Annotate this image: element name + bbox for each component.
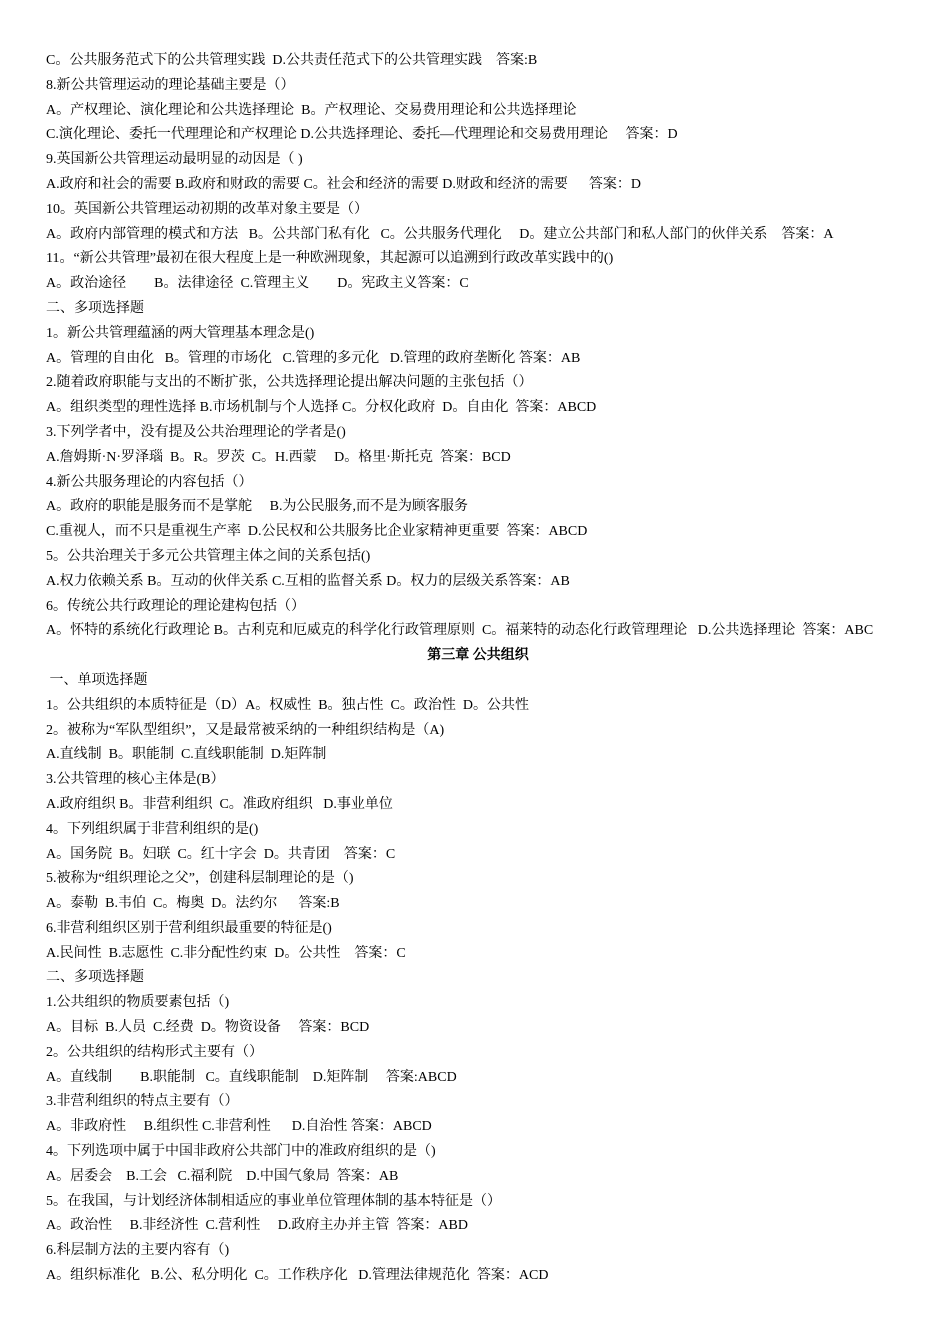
question-stem: 4。下列选项中属于中国非政府公共部门中的准政府组织的是（) [46,1144,436,1160]
answer-options: A。直线制 B.职能制 C。直线职能制 D.矩阵制 答案:ABCD [46,1069,457,1085]
answer-options: A。国务院 B。妇联 C。红十字会 D。共青团 答案：C [46,846,396,862]
answer-options: A。政治途径 B。法律途径 C.管理主义 D。宪政主义答案：C [46,276,469,292]
answer-options: A.政府组织 B。非营利组织 C。准政府组织 D.事业单位 [46,796,393,812]
answer-options: A.民间性 B.志愿性 C.非分配性约束 D。公共性 答案：C [46,945,406,961]
section-heading: 二、多项选择题 [46,970,144,986]
question-stem: 6.科层制方法的主要内容有（) [46,1243,230,1259]
chapter-title: 第三章 公共组织 [427,648,529,664]
text-line: C。公共服务范式下的公共管理实践 D.公共责任范式下的公共管理实践 答案:B [46,53,538,68]
answer-options: C.演化理论、委托一代理理论和产权理论 D.公共选择理论、委托—代理理论和交易费用理论 答案：D [46,127,678,143]
answer-options: A.权力依赖关系 B。互动的伙伴关系 C.互相的监督关系 D。权力的层级关系答案：AB [46,573,570,589]
section-heading: 一、单项选择题 [46,672,148,688]
answer-options: A。怀特的系统化行政理论 B。古利克和厄威克的科学化行政管理原则 C。福莱特的动态化行政管理理论 D.公共选择理论 答案：ABC [46,623,874,639]
question-stem: 1。新公共管理蕴涵的两大管理基本理念是() [46,325,315,341]
question-stem: 6.非营利组织区别于营利组织最重要的特征是() [46,920,332,936]
answer-options: A。组织类型的理性选择 B.市场机制与个人选择 C。分权化政府 D。自由化 答案：ABCD [46,400,597,416]
answer-options: C.重视人，而不只是重视生产率 D.公民权和公共服务比企业家精神更重要 答案：ABCD [46,524,588,540]
question-stem: 4.新公共服务理论的内容包括（） [46,474,253,490]
section-heading: 二、多项选择题 [46,300,144,316]
answer-options: A。政府内部管理的模式和方法 B。公共部门私有化 C。公共服务代理化 D。建立公共部门和私人部门的伙伴关系 答案：A [46,226,834,242]
question-stem: 5。在我国，与计划经济体制相适应的事业单位管理体制的基本特征是（） [46,1193,501,1209]
answer-options: A。非政府性 B.组织性 C.非营利性 D.自治性 答案：ABCD [46,1119,432,1135]
question-stem: 2.随着政府职能与支出的不断扩张，公共选择理论提出解决问题的主张包括（） [46,375,533,391]
answer-options: A。管理的自由化 B。管理的市场化 C.管理的多元化 D.管理的政府垄断化 答案：AB [46,350,581,366]
answer-options: A。政府的职能是服务而不是掌舵 B.为公民服务,而不是为顾客服务 [46,499,468,515]
answer-options: A.詹姆斯·N·罗泽瑙 B。R。罗茨 C。H.西蒙 D。格里·斯托克 答案：BCD [46,449,511,465]
question-stem: 3.下列学者中，没有提及公共治理理论的学者是() [46,424,346,440]
question-stem: 3.非营利组织的特点主要有（） [46,1094,239,1110]
answer-options: A。居委会 B.工会 C.福利院 D.中国气象局 答案：AB [46,1168,399,1184]
question-stem: 4。下列组织属于非营利组织的是() [46,821,259,837]
answer-options: A。产权理论、演化理论和公共选择理论 B。产权理论、交易费用理论和公共选择理论 [46,102,577,118]
answer-options: A.直线制 B。职能制 C.直线职能制 D.矩阵制 [46,747,327,763]
question-stem: 1.公共组织的物质要素包括（) [46,995,230,1011]
question-stem: 8.新公共管理运动的理论基础主要是（） [46,77,295,93]
answer-options: A。目标 B.人员 C.经费 D。物资设备 答案：BCD [46,1020,370,1036]
question-stem: 6。传统公共行政理论的理论建构包括（） [46,598,305,614]
question-stem: 1。公共组织的本质特征是（D）A。权威性 B。独占性 C。政治性 D。公共性 [46,697,530,713]
question-stem: 9.英国新公共管理运动最明显的动因是（ ) [46,152,303,168]
question-stem: 2。被称为“军队型组织”，又是最常被采纳的一种组织结构是（A) [46,722,445,738]
answer-options: A。组织标准化 B.公、私分明化 C。工作秩序化 D.管理法律规范化 答案：ACD [46,1268,549,1284]
answer-options: A。政治性 B.非经济性 C.营利性 D.政府主办并主管 答案：ABD [46,1218,468,1234]
question-stem: 3.公共管理的核心主体是(B） [46,772,225,788]
question-stem: 2。公共组织的结构形式主要有（） [46,1044,263,1060]
question-stem: 5.被称为“组织理论之父”，创建科层制理论的是（) [46,871,354,887]
answer-options: A。泰勒 B.韦伯 C。梅奥 D。法约尔 答案:B [46,896,340,912]
question-stem: 10。英国新公共管理运动初期的改革对象主要是（） [46,201,368,217]
answer-options: A.政府和社会的需要 B.政府和财政的需要 C。社会和经济的需要 D.财政和经济的需要 答案：D [46,176,642,192]
question-stem: 11。“新公共管理”最初在很大程度上是一种欧洲现象，其起源可以追溯到行政改革实践中的() [46,251,614,267]
question-stem: 5。公共治理关于多元公共管理主体之间的关系包括() [46,548,371,564]
